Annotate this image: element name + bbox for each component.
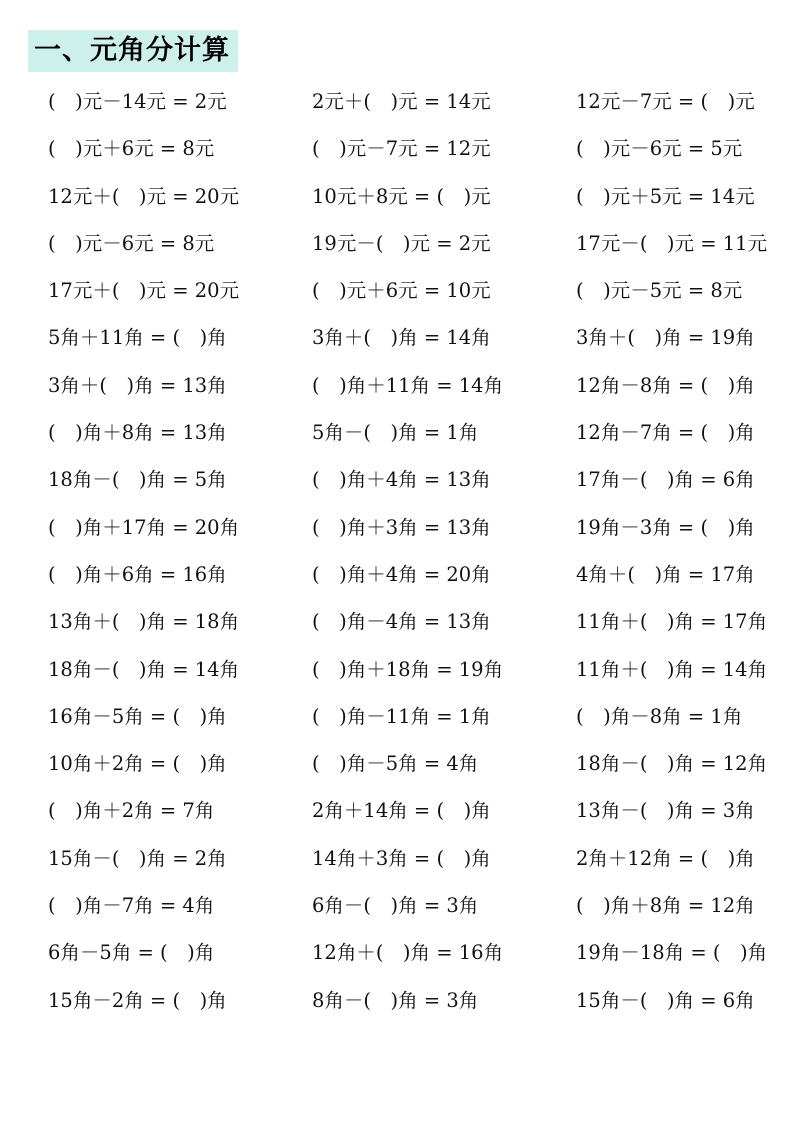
- problem-row: [48, 977, 788, 1024]
- problem: ( )角＋8角 = 12角: [576, 894, 755, 918]
- problem: ( )元－6元 = 5元: [576, 137, 743, 161]
- problem-row: [48, 835, 788, 882]
- problem: 19角－18角 = ( )角: [576, 941, 768, 965]
- problem-row: [48, 598, 788, 645]
- problem: 10元＋8元 = ( )元: [312, 184, 491, 208]
- problem-row: [48, 693, 788, 740]
- problem: ( )角＋4角 = 20角: [312, 562, 491, 586]
- problem: 13角－( )角 = 3角: [576, 799, 755, 823]
- problem: 15角－2角 = ( )角: [48, 988, 227, 1012]
- problem: 11角＋( )角 = 17角: [576, 610, 768, 634]
- problem: ( )角＋4角 = 13角: [312, 468, 491, 492]
- problem: 2角＋12角 = ( )角: [576, 846, 755, 870]
- problem: 17元－( )元 = 11元: [576, 231, 768, 255]
- problem: 15角－( )角 = 6角: [576, 988, 755, 1012]
- problem: 12角－7角 = ( )角: [576, 421, 755, 445]
- problem: 12角－8角 = ( )角: [576, 373, 755, 397]
- problem: 17元＋( )元 = 20元: [48, 279, 240, 303]
- problem: ( )元－6元 = 8元: [48, 231, 215, 255]
- problem-row: [48, 504, 788, 551]
- problem: 18角－( )角 = 12角: [576, 752, 768, 776]
- problem: ( )角＋18角 = 19角: [312, 657, 504, 681]
- problem: ( )角＋3角 = 13角: [312, 515, 491, 539]
- problem: 14角＋3角 = ( )角: [312, 846, 491, 870]
- problem: 5角－( )角 = 1角: [312, 421, 479, 445]
- problem: 12元－7元 = ( )元: [576, 90, 755, 113]
- problem: ( )元－7元 = 12元: [312, 137, 491, 161]
- problem-row: [48, 740, 788, 787]
- problem: 3角＋( )角 = 13角: [48, 373, 227, 397]
- problem: 2角＋14角 = ( )角: [312, 799, 491, 823]
- problem: 12元＋( )元 = 20元: [48, 184, 240, 208]
- problem: ( )元－14元 = 2元: [48, 90, 227, 113]
- problem-row: [48, 787, 788, 834]
- problem: 15角－( )角 = 2角: [48, 846, 227, 870]
- problem: 18角－( )角 = 5角: [48, 468, 227, 492]
- problem-row: [48, 267, 788, 314]
- problem-grid: [48, 78, 788, 1024]
- problem: 10角＋2角 = ( )角: [48, 752, 227, 776]
- problem: 3角＋( )角 = 19角: [576, 326, 755, 350]
- problem: ( )角－11角 = 1角: [312, 704, 491, 728]
- problem: 6角－5角 = ( )角: [48, 941, 215, 965]
- problem: 19角－3角 = ( )角: [576, 515, 755, 539]
- problem: ( )元＋5元 = 14元: [576, 184, 755, 208]
- problem: 12角＋( )角 = 16角: [312, 941, 504, 965]
- problem: ( )元＋6元 = 10元: [312, 279, 491, 303]
- problem-row: [48, 551, 788, 598]
- problem-row: [48, 929, 788, 976]
- problem: ( )角＋6角 = 16角: [48, 562, 227, 586]
- problem: 3角＋( )角 = 14角: [312, 326, 491, 350]
- problem: 13角＋( )角 = 18角: [48, 610, 240, 634]
- problem: ( )角＋11角 = 14角: [312, 373, 504, 397]
- problem: ( )角＋17角 = 20角: [48, 515, 240, 539]
- problem: 17角－( )角 = 6角: [576, 468, 755, 492]
- problem: ( )角－8角 = 1角: [576, 704, 743, 728]
- problem: 2元＋( )元 = 14元: [312, 90, 491, 113]
- problem-row: [48, 882, 788, 929]
- problem: ( )角－4角 = 13角: [312, 610, 491, 634]
- problem: 8角－( )角 = 3角: [312, 988, 479, 1012]
- problem-row: [48, 646, 788, 693]
- problem: 11角＋( )角 = 14角: [576, 657, 768, 681]
- section-title: 一、元角分计算: [28, 30, 238, 72]
- problem: 19元－( )元 = 2元: [312, 231, 491, 255]
- problem-row: [48, 125, 788, 172]
- problem: 18角－( )角 = 14角: [48, 657, 240, 681]
- problem: ( )角－7角 = 4角: [48, 894, 215, 918]
- problem-row: [48, 409, 788, 456]
- problem: 5角＋11角 = ( )角: [48, 326, 227, 350]
- problem-row: [48, 456, 788, 503]
- problem: ( )元－5元 = 8元: [576, 279, 743, 303]
- problem: 4角＋( )角 = 17角: [576, 562, 755, 586]
- problem-row: [48, 220, 788, 267]
- problem: ( )元＋6元 = 8元: [48, 137, 215, 161]
- problem-row: [48, 362, 788, 409]
- problem: 16角－5角 = ( )角: [48, 704, 227, 728]
- problem-row: [48, 78, 788, 125]
- problem: ( )角－5角 = 4角: [312, 752, 479, 776]
- problem-row: [48, 314, 788, 361]
- problem: 6角－( )角 = 3角: [312, 894, 479, 918]
- problem-row: [48, 173, 788, 220]
- problem: ( )角＋2角 = 7角: [48, 799, 215, 823]
- problem: ( )角＋8角 = 13角: [48, 421, 227, 445]
